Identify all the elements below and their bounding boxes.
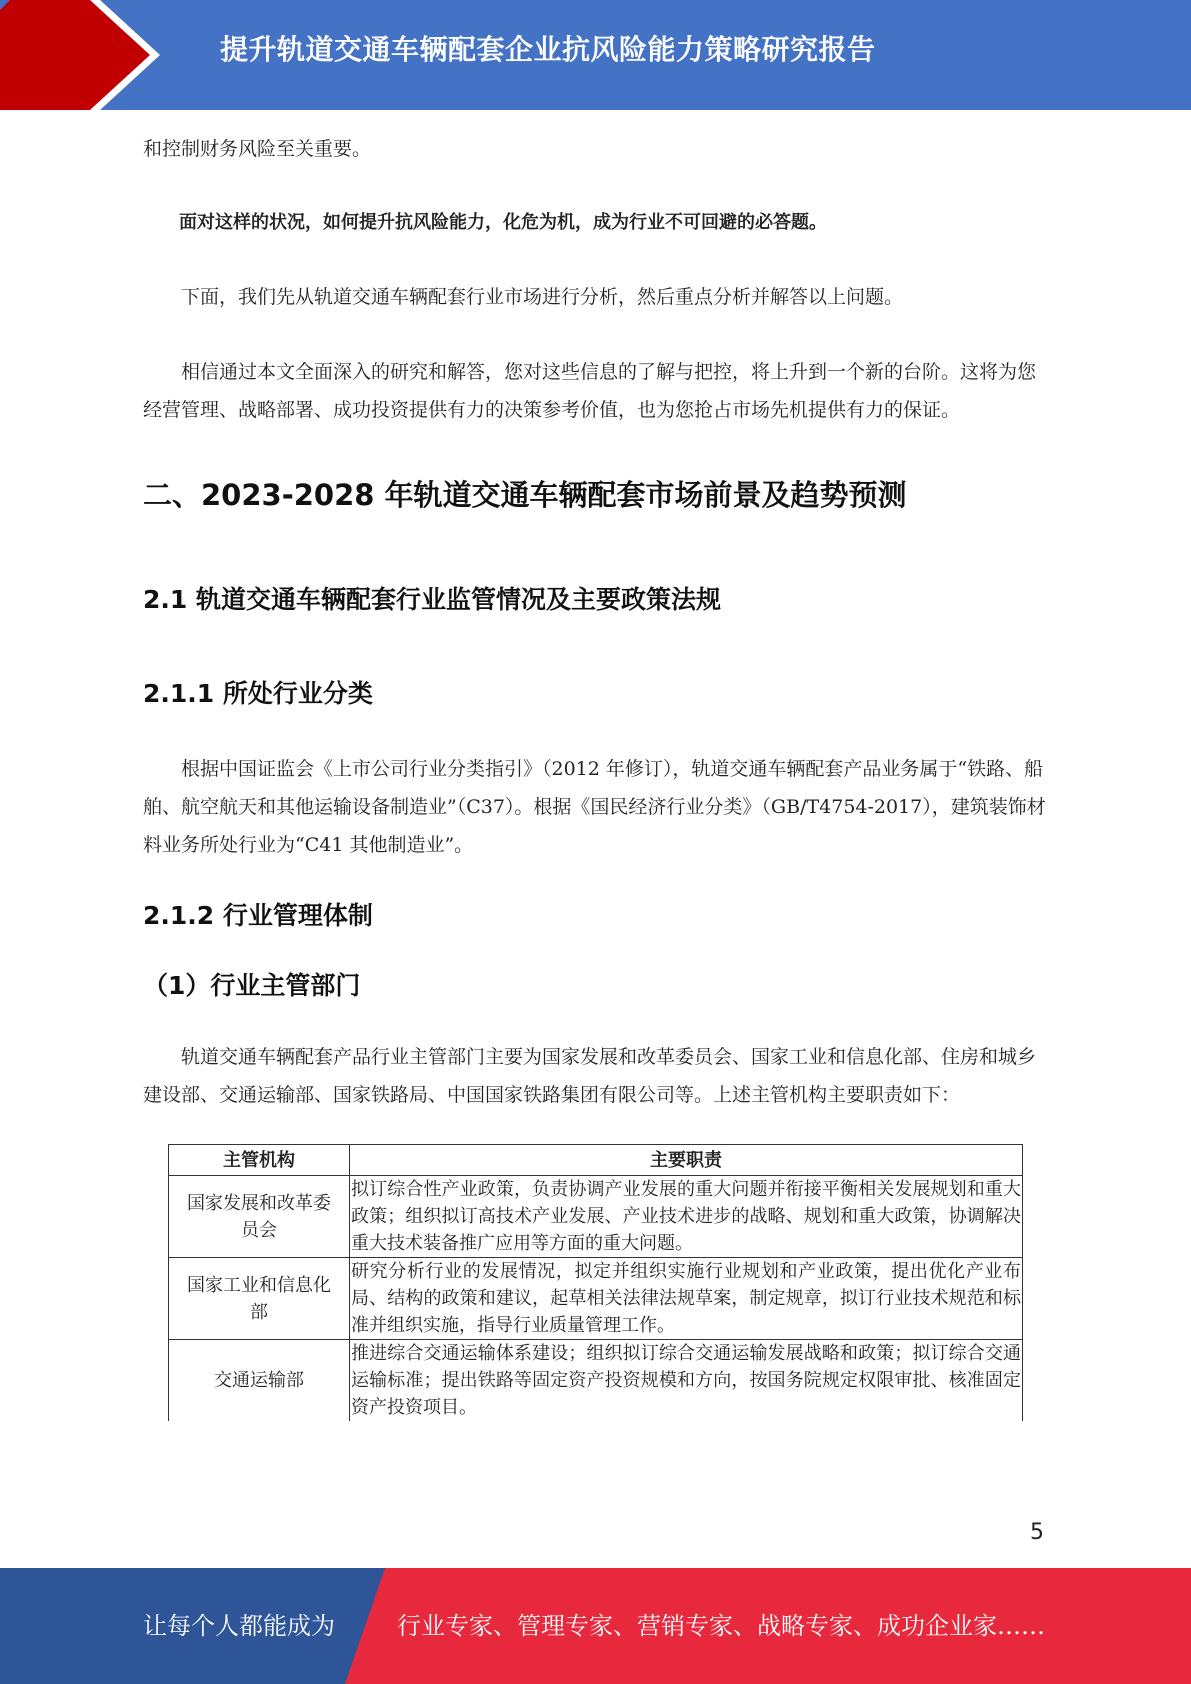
paragraph-departments: 轨道交通车辆配套产品行业主管部门主要为国家发展和改革委员会、国家工业和信息化部、住房和城乡建设部、交通运输部、国家铁路局、中国国家铁路集团有限公司等。上述主管机构主要职责如下： [143,1046,1037,1106]
table-cell-duty: 研究分析行业的发展情况，拟定并组织实施行业规划和产业政策，提出优化产业布局、结构的政策和建议，起草相关法律法规草案，制定规章，拟订行业技术规范和标准并组织实施，指导行业质量管理工作。 [350,1258,1023,1340]
paragraph-value: 相信通过本文全面深入的研究和解答，您对这些信息的了解与把控，将上升到一个新的台阶。这将为您经营管理、战略部署、成功投资提供有力的决策参考价值，也为您抢占市场先机提供有力的保证。 [143,361,1037,421]
subsection-heading: 2.1 轨道交通车辆配套行业监管情况及主要政策法规 [143,585,721,614]
paragraph-key-question: 面对这样的状况，如何提升抗风险能力，化危为机，成为行业不可回避的必答题。 [179,212,827,233]
table-cell-org: 国家工业和信息化部 [169,1258,350,1340]
table-cell-org: 国家发展和改革委员会 [169,1176,350,1258]
table-header-cell: 主管机构 [169,1145,350,1176]
table-row [169,1176,1023,1258]
table-cell-duty: 推进综合交通运输体系建设；组织拟订综合交通运输发展战略和政策；拟订综合交通运输标准；提出铁路等固定资产投资规模和方向，按国务院规定权限审批、核准固定资产投资项目。 [350,1340,1023,1422]
item-heading-departments: （1）行业主管部门 [143,971,361,1000]
page-number: 5 [1030,1520,1044,1545]
header-banner [0,0,1191,110]
department-duty-table [168,1144,1023,1421]
page-content [143,130,1049,1421]
header-chevron-decoration [0,0,160,110]
section-heading: 二、2023-2028 年轨道交通车辆配套市场前景及趋势预测 [143,478,907,512]
table-row [169,1258,1023,1340]
paragraph-continuation: 和控制财务风险至关重要。 [143,138,372,160]
table-header-cell: 主要职责 [350,1145,1023,1176]
subsubsection-heading-management: 2.1.2 行业管理体制 [143,901,373,930]
table-cell-org: 交通运输部 [169,1340,350,1422]
report-title: 提升轨道交通车辆配套企业抗风险能力策略研究报告 [220,33,876,66]
footer-slogan-left: 让每个人都能成为 [143,1612,335,1640]
paragraph-intro: 下面，我们先从轨道交通车辆配套行业市场进行分析，然后重点分析并解答以上问题。 [181,286,904,308]
table-cell-duty: 拟订综合性产业政策，负责协调产业发展的重大问题并衔接平衡相关发展规划和重大政策；组织拟订高技术产业发展、产业技术进步的战略、规划和重大政策，协调解决重大技术装备推广应用等方面的重大问题。 [350,1176,1023,1258]
footer-slogan-right: 行业专家、管理专家、营销专家、战略专家、成功企业家…… [397,1612,1045,1640]
table-row [169,1340,1023,1422]
table-header-row [169,1145,1023,1176]
subsubsection-heading-classification: 2.1.1 所处行业分类 [143,679,373,708]
paragraph-classification: 根据中国证监会《上市公司行业分类指引》（2012 年修订），轨道交通车辆配套产品业务属于“铁路、船舶、航空航天和其他运输设备制造业”（C37）。根据《国民经济行业分类》（GB/T4754-2017），建筑装饰材料业务所处行业为“C41 其他制造业”。 [143,758,1046,856]
footer-banner [0,1568,1191,1684]
